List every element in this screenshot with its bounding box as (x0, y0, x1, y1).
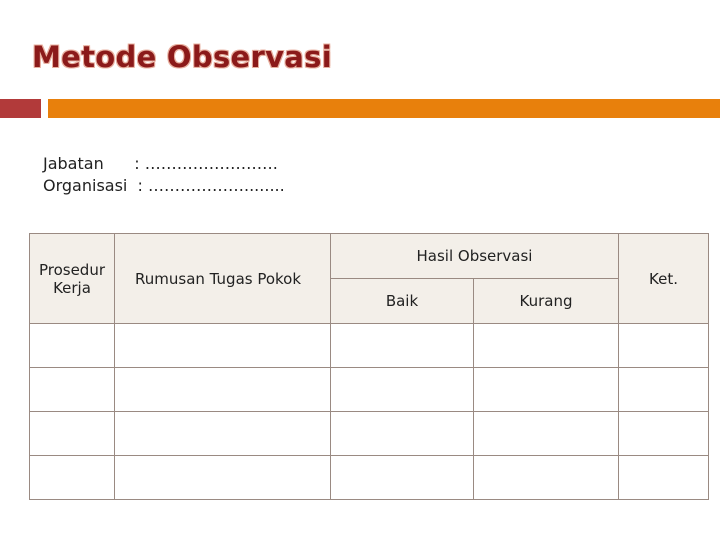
table-cell (474, 412, 619, 456)
jabatan-field: Jabatan : ……………………. (43, 154, 278, 173)
table-cell (331, 324, 474, 368)
table-cell (331, 368, 474, 412)
table-cell (619, 456, 709, 500)
observation-table (29, 233, 709, 500)
table-cell (619, 324, 709, 368)
table-cell (474, 456, 619, 500)
table-row (30, 456, 709, 500)
table-cell (619, 368, 709, 412)
table-row (30, 324, 709, 368)
header-rumusan-tugas-pokok: Rumusan Tugas Pokok (115, 234, 331, 324)
table-cell (474, 324, 619, 368)
table-row (30, 412, 709, 456)
table-cell (30, 412, 115, 456)
organisasi-field: Organisasi : ………………........ (43, 176, 285, 195)
table-cell (331, 412, 474, 456)
page-title: Metode Observasi (32, 40, 332, 74)
table-cell (115, 368, 331, 412)
accent-bar-red (0, 99, 41, 118)
table-cell (30, 368, 115, 412)
header-hasil-observasi: Hasil Observasi (331, 234, 619, 279)
table-cell (30, 456, 115, 500)
table-cell (331, 456, 474, 500)
table-cell (115, 412, 331, 456)
table-cell (474, 368, 619, 412)
table-row (30, 368, 709, 412)
header-baik: Baik (331, 279, 474, 324)
table-cell (619, 412, 709, 456)
header-kurang: Kurang (474, 279, 619, 324)
header-prosedur-kerja: Prosedur Kerja (30, 234, 115, 324)
table-cell (30, 324, 115, 368)
table-cell (115, 456, 331, 500)
table-cell (115, 324, 331, 368)
header-ket: Ket. (619, 234, 709, 324)
accent-bar-orange (48, 99, 720, 118)
